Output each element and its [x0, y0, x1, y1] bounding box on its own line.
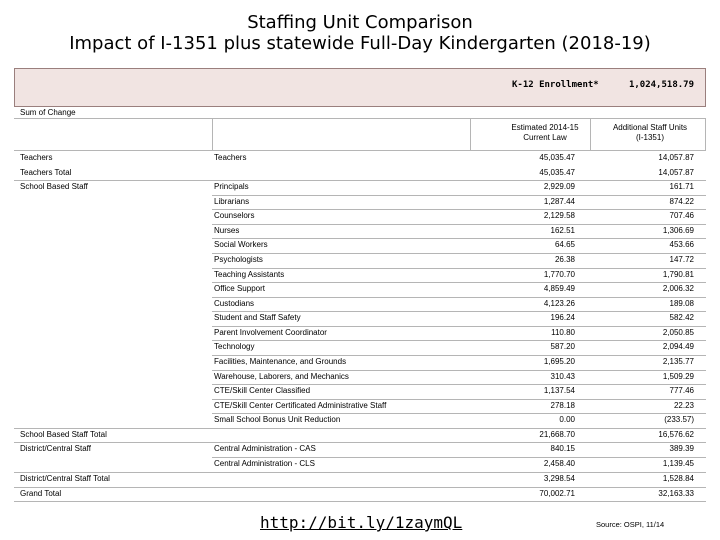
estimated-cell: 1,287.44: [543, 197, 575, 206]
table-row: [0, 340, 720, 354]
additional-cell: 32,163.33: [658, 489, 694, 498]
table-row: [0, 384, 720, 398]
subcategory-cell: Central Administration - CAS: [214, 444, 316, 453]
subcategory-cell: Small School Bonus Unit Reduction: [214, 415, 341, 424]
additional-cell: 582.42: [669, 313, 694, 322]
source-link[interactable]: http://bit.ly/1zaymQL: [260, 513, 463, 532]
table-row: [0, 370, 720, 384]
estimated-cell: 310.43: [550, 372, 575, 381]
enrollment-label: K-12 Enrollment*: [512, 80, 599, 90]
additional-cell: 2,006.32: [662, 284, 694, 293]
estimated-cell: 587.20: [550, 342, 575, 351]
table-row: [0, 355, 720, 369]
subcategory-cell: Facilities, Maintenance, and Grounds: [214, 357, 347, 366]
subrow-separator: [212, 253, 706, 254]
category-cell: Teachers Total: [20, 168, 72, 177]
subcategory-cell: Warehouse, Laborers, and Mechanics: [214, 372, 349, 381]
estimated-cell: 162.51: [550, 226, 575, 235]
additional-cell: 2,094.49: [662, 342, 694, 351]
table-row: [0, 297, 720, 311]
table-row: [0, 326, 720, 340]
subcategory-cell: Librarians: [214, 197, 250, 206]
estimated-cell: 64.65: [554, 240, 575, 249]
estimated-cell: 2,458.40: [543, 459, 575, 468]
estimated-cell: 70,002.71: [539, 489, 575, 498]
additional-cell: 16,576.62: [658, 430, 694, 439]
additional-header: [600, 123, 700, 143]
subcategory-cell: Office Support: [214, 284, 265, 293]
sum-of-change-label: Sum of Change: [20, 108, 76, 117]
page-subtitle: Impact of I-1351 plus statewide Full-Day Kindergarten (2018-19): [69, 33, 651, 54]
table-row: [0, 487, 720, 501]
subrow-separator: [212, 457, 706, 458]
subrow-separator: [212, 268, 706, 269]
table-row: [0, 166, 720, 180]
estimated-cell: 3,298.54: [543, 474, 575, 483]
subrow-separator: [212, 384, 706, 385]
additional-cell: 1,509.29: [662, 372, 694, 381]
additional-cell: 22.23: [673, 401, 694, 410]
estimated-cell: 278.18: [550, 401, 575, 410]
estimated-cell: 45,035.47: [539, 153, 575, 162]
additional-cell: 189.08: [669, 299, 694, 308]
subcategory-cell: Psychologists: [214, 255, 263, 264]
table-row: [0, 253, 720, 267]
page-title: Staffing Unit Comparison: [247, 12, 473, 33]
table-row: [0, 457, 720, 471]
subcategory-cell: Technology: [214, 342, 255, 351]
subrow-separator: [212, 297, 706, 298]
subrow-separator: [212, 340, 706, 341]
subrow-separator: [212, 209, 706, 210]
estimated-cell: 0.00: [559, 415, 575, 424]
estimated-cell: 2,929.09: [543, 182, 575, 191]
estimated-cell: 110.80: [551, 328, 575, 337]
subcategory-cell: Parent Involvement Coordinator: [214, 328, 327, 337]
subrow-separator: [212, 195, 706, 196]
category-cell: Teachers: [20, 153, 53, 162]
estimated-cell: 1,770.70: [543, 270, 575, 279]
table-row: [0, 282, 720, 296]
header-divider-1: [212, 118, 213, 151]
additional-cell: 1,306.69: [662, 226, 694, 235]
subcategory-cell: Student and Staff Safety: [214, 313, 301, 322]
subcategory-cell: Teachers: [214, 153, 247, 162]
row-separator: [14, 442, 706, 443]
additional-cell: 1,528.84: [662, 474, 694, 483]
additional-cell: 1,139.45: [662, 459, 694, 468]
estimated-header: [500, 123, 590, 143]
subcategory-cell: Principals: [214, 182, 249, 191]
additional-cell: 2,050.85: [662, 328, 694, 337]
estimated-header-line1: Estimated 2014-15: [511, 123, 579, 132]
subcategory-cell: Social Workers: [214, 240, 268, 249]
table-row: [0, 268, 720, 282]
subcategory-cell: Counselors: [214, 211, 255, 220]
table-row: [0, 180, 720, 194]
category-cell: Grand Total: [20, 489, 62, 498]
estimated-cell: 2,129.58: [543, 211, 575, 220]
additional-cell: 707.46: [669, 211, 694, 220]
estimated-header-line2: Current Law: [523, 133, 567, 142]
table-row: [0, 413, 720, 427]
row-separator: [14, 180, 706, 181]
category-cell: District/Central Staff: [20, 444, 91, 453]
category-cell: School Based Staff Total: [20, 430, 107, 439]
subrow-separator: [212, 370, 706, 371]
header-divider-4: [705, 118, 706, 151]
estimated-cell: 4,859.49: [543, 284, 575, 293]
subcategory-cell: Central Administration - CLS: [214, 459, 315, 468]
table-row: [0, 428, 720, 442]
header-top-line: [14, 118, 706, 119]
row-separator: [14, 472, 706, 473]
additional-cell: 874.22: [669, 197, 694, 206]
table-row: [0, 399, 720, 413]
subcategory-cell: CTE/Skill Center Classified: [214, 386, 311, 395]
row-separator: [14, 487, 706, 488]
subcategory-cell: Custodians: [214, 299, 255, 308]
table-row: [0, 238, 720, 252]
subrow-separator: [212, 355, 706, 356]
category-cell: District/Central Staff Total: [20, 474, 110, 483]
table-row: [0, 195, 720, 209]
additional-cell: 777.46: [669, 386, 694, 395]
additional-cell: 147.72: [669, 255, 694, 264]
row-separator: [14, 501, 706, 502]
enrollment-value: 1,024,518.79: [628, 80, 694, 90]
header-divider-3: [590, 118, 591, 151]
additional-cell: 2,135.77: [662, 357, 694, 366]
subcategory-cell: Nurses: [214, 226, 240, 235]
category-cell: School Based Staff: [20, 182, 88, 191]
additional-cell: 389.39: [669, 444, 694, 453]
table-row: [0, 472, 720, 486]
estimated-cell: 1,695.20: [543, 357, 575, 366]
estimated-cell: 840.15: [550, 444, 575, 453]
table-row: [0, 224, 720, 238]
table-row: [0, 442, 720, 456]
estimated-cell: 21,668.70: [539, 430, 575, 439]
additional-header-line1: Additional Staff Units: [612, 123, 688, 132]
additional-cell: 14,057.87: [658, 153, 694, 162]
subrow-separator: [212, 413, 706, 414]
table-row: [0, 209, 720, 223]
subcategory-cell: CTE/Skill Center Certificated Administrative Staff: [214, 401, 387, 410]
source-credit: Source: OSPI, 11/14: [596, 520, 665, 529]
header-divider-2: [470, 118, 471, 151]
estimated-cell: 45,035.47: [539, 168, 575, 177]
estimated-cell: 26.38: [554, 255, 575, 264]
additional-header-line2: (I-1351): [635, 133, 664, 142]
estimated-cell: 1,137.54: [543, 386, 575, 395]
estimated-cell: 4,123.26: [543, 299, 575, 308]
subrow-separator: [212, 326, 706, 327]
subrow-separator: [212, 311, 706, 312]
additional-cell: (233.57): [664, 415, 694, 424]
subrow-separator: [212, 399, 706, 400]
subrow-separator: [212, 224, 706, 225]
additional-cell: 453.66: [669, 240, 694, 249]
additional-cell: 161.71: [669, 182, 694, 191]
table-row: [0, 311, 720, 325]
subrow-separator: [212, 282, 706, 283]
additional-cell: 14,057.87: [658, 168, 694, 177]
estimated-cell: 196.24: [550, 313, 575, 322]
additional-cell: 1,790.81: [662, 270, 694, 279]
table-row: [0, 151, 720, 165]
enrollment-band: [14, 68, 706, 107]
subrow-separator: [212, 238, 706, 239]
subcategory-cell: Teaching Assistants: [214, 270, 285, 279]
row-separator: [14, 428, 706, 429]
